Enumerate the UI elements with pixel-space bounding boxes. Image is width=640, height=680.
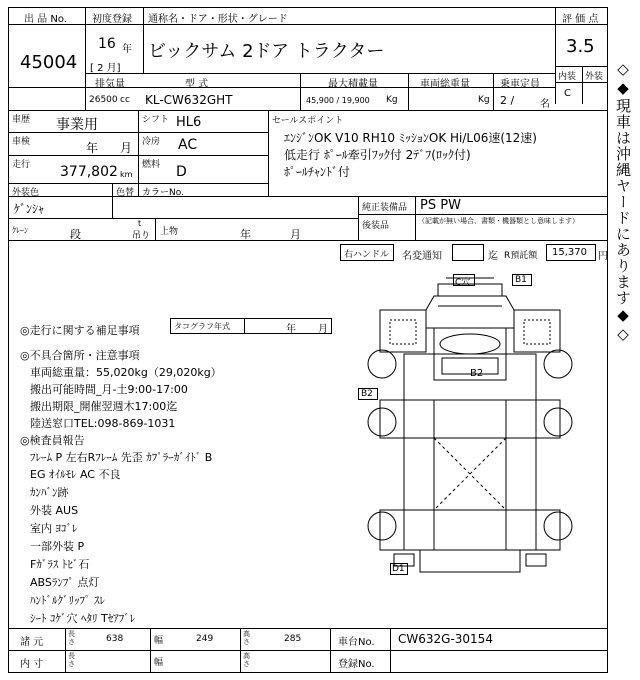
inspector-line: 外装 AUS — [30, 504, 79, 517]
ac-label: 冷房 — [142, 137, 161, 147]
sidebar-notice: ◇◆現車は沖縄ヤードにあります◆◇ — [614, 60, 632, 344]
dims-label: 諸 元 — [20, 637, 44, 648]
inspector-line: ｶﾝﾊﾞﾝ跡 — [30, 486, 69, 499]
defect-line: 陸送窓口TEL:098-869-1031 — [30, 417, 176, 430]
chassis: CW632G-30154 — [398, 632, 493, 646]
capacity-label: 乗車定員 — [500, 79, 540, 90]
history-label: 車歴 — [12, 115, 31, 125]
inspector-line: Fｶﾞﾗｽ ﾄﾋﾞ石 — [30, 558, 90, 571]
tacho-month: 月 — [318, 324, 328, 335]
handle: 右ハンドル — [344, 250, 390, 260]
lot-label: 出 品 No. — [24, 14, 67, 25]
max-load: 45,900 / 19,900 — [306, 96, 370, 105]
ac: AC — [178, 137, 198, 153]
inner-label: 内 寸 — [20, 659, 44, 670]
genuine: PS PW — [420, 198, 461, 213]
crane-hoist: 吊り — [132, 231, 151, 241]
height: 285 — [284, 634, 302, 644]
interior-grade: C — [564, 88, 571, 99]
inspector-line: ｼｰﾄ ｺｹﾞ穴 ﾍﾀﾘ Tｾｱﾌﾞﾚ — [30, 612, 136, 625]
inspection-month: 月 — [120, 141, 133, 155]
capacity: 2 / — [500, 94, 515, 107]
length-label: 長さ — [68, 630, 75, 646]
height-label-inner: 高さ — [243, 652, 250, 668]
width-label: 幅 — [154, 636, 164, 646]
aftermarket-label: 後装品 — [362, 221, 390, 231]
sales-point-line: 低走行 ﾎﾟｰﾙ牽引ﾌｯｸ付 2ﾃﾞﾌ(ﾛｯｸ付) — [284, 148, 471, 162]
defect-line: 搬出期限_開催翌週木17:00迄 — [30, 400, 178, 413]
inspector-line: ABSﾗﾝﾌﾟ 点灯 — [30, 576, 100, 589]
height-label: 高さ — [243, 630, 250, 646]
max-load-unit: Kg — [386, 95, 398, 105]
interior-label: 内装 — [558, 72, 577, 82]
mileage: 377,802 — [60, 164, 118, 180]
recycle-label: R預託額 — [504, 251, 538, 261]
max-load-label: 最大積載量 — [328, 79, 378, 90]
length-label-inner: 長さ — [68, 652, 75, 668]
length: 638 — [106, 634, 124, 644]
recycle-unit: 円 — [598, 251, 608, 262]
inspector-title: ◎検査員報告 — [20, 434, 85, 447]
deadline: 迄 — [488, 251, 498, 262]
inspector-line: 一部外装 P — [30, 540, 85, 553]
vehicle-name: ビックサム 2ドア トラクター — [148, 41, 385, 62]
mileage-unit: km — [120, 170, 133, 179]
ext-color-label: 外装色 — [12, 188, 40, 198]
displacement-unit: cc — [120, 95, 130, 105]
shift-label: シフト — [142, 115, 170, 125]
upper-year: 年 — [240, 228, 251, 241]
lot-number: 45004 — [20, 52, 78, 73]
chassis-label: 車台No. — [338, 637, 375, 648]
gross-weight-unit: Kg — [478, 95, 490, 105]
inspector-line: ﾊﾝﾄﾞﾙｸﾞﾘｯﾌﾟ ｽﾚ — [30, 594, 105, 607]
sales-point-line: ﾎﾟｰﾙﾁｬﾝﾄﾞ付 — [284, 165, 351, 179]
sales-point-line: ｴﾝｼﾞﾝOK V10 RH10 ﾐｯｼｮﾝOK Hi/L06速(12速) — [284, 131, 537, 145]
tachograph-label: タコグラフ年式 — [174, 322, 230, 331]
displacement-label: 排気量 — [95, 79, 125, 90]
first-reg-month: [ 2 月] — [90, 63, 121, 74]
diagram-label-d1: D1 — [392, 564, 405, 574]
year-unit: 年 — [122, 44, 132, 55]
first-reg-year: 16 — [98, 36, 116, 52]
score-label: 評 価 点 — [562, 14, 599, 25]
inspection-year: 年 — [86, 141, 99, 155]
diagram-label-c: C穴 — [455, 278, 471, 288]
inspector-line: 室内 ﾖｺﾞﾚ — [30, 522, 78, 535]
model: KL-CW632GHT — [145, 93, 233, 107]
fuel-label: 燃料 — [142, 160, 161, 170]
diagram-label-b2-top: B2 — [470, 368, 484, 379]
shift: HL6 — [176, 115, 202, 130]
model-label: 型 式 — [185, 79, 209, 90]
inspection-label: 車検 — [12, 137, 31, 147]
name-header: 通称名・ドア・形状・グレード — [148, 14, 288, 25]
tacho-year: 年 — [286, 324, 296, 335]
genuine-label: 純正装備品 — [362, 203, 408, 213]
crane-steps: 段 — [70, 228, 81, 241]
inspector-line: ﾌﾚｰﾑ P 左右Rﾌﾚｰﾑ 先歪 ｶﾌﾟﾗｰｶﾞｲﾄﾞ B — [30, 451, 213, 464]
ext-color: ｹﾞﾝｼｬ — [14, 202, 45, 216]
aftermarket-note: （記載が無い場合、書類・機器類とし意味します） — [418, 217, 579, 225]
color-no-label: カラーNo. — [142, 188, 184, 198]
exterior-label: 外装 — [585, 72, 604, 82]
diagram-label-b2-side: B2 — [361, 389, 373, 399]
gross-weight-label: 車両総重量 — [420, 79, 470, 90]
driving-notes-label: ◎走行に関する補足事項 — [20, 324, 140, 337]
recycle-amount: 15,370 — [552, 247, 587, 258]
width-label-inner: 幅 — [154, 658, 164, 668]
reg-label: 登録No. — [338, 659, 375, 670]
upper-label: 上物 — [160, 227, 179, 237]
defect-line: 搬出可能時間_月-土9:00-17:00 — [30, 383, 188, 396]
upper-month: 月 — [290, 228, 301, 241]
truck-diagram — [350, 270, 590, 582]
first-reg-label: 初度登録 — [92, 14, 132, 25]
history: 事業用 — [56, 117, 98, 133]
width: 249 — [196, 634, 214, 644]
mileage-label: 走行 — [12, 160, 31, 170]
capacity-unit: 名 — [540, 99, 550, 110]
score: 3.5 — [566, 36, 595, 57]
fuel: D — [176, 164, 187, 180]
inspector-line: EG ｵｲﾙﾓﾚ AC 不良 — [30, 468, 121, 481]
crane-label: ｸﾚｰﾝ — [12, 226, 28, 235]
diagram-label-b1: B1 — [515, 275, 527, 285]
defect-line: 車両総重量：55,020kg（29,020kg） — [30, 366, 222, 379]
color-code-label: 色替 — [116, 188, 135, 198]
defects-title: ◎不具合箇所・注意事項 — [20, 349, 140, 362]
displacement: 26500 — [89, 95, 118, 105]
sales-points-title: セールスポイント — [272, 116, 344, 126]
crane-hoist-t: t — [138, 219, 142, 228]
name-change: 名変通知 — [402, 251, 442, 262]
